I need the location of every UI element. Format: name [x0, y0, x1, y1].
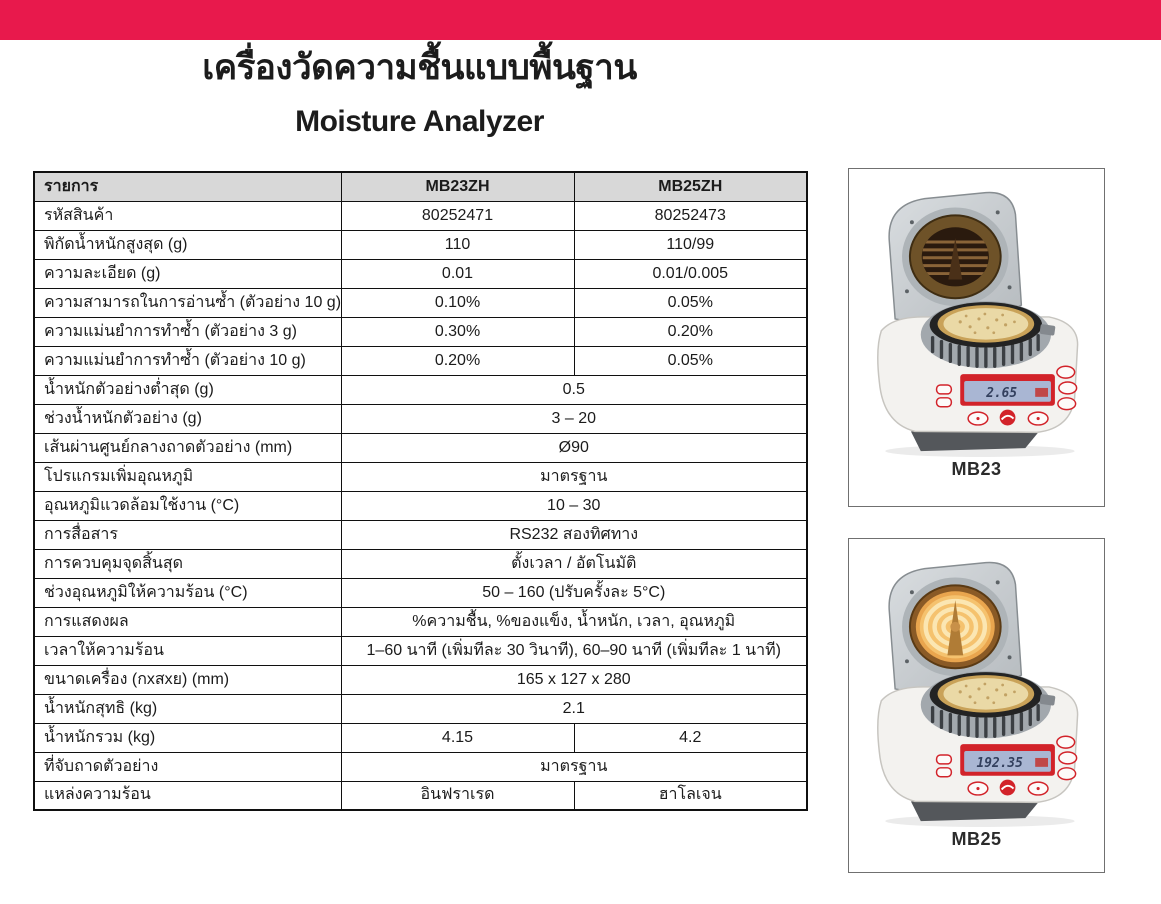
- spec-value-cell-mb23: 110: [341, 230, 574, 259]
- spec-label-cell: การสื่อสาร: [34, 520, 341, 549]
- spec-value-cell-shared: 1–60 นาที (เพิ่มทีละ 30 วินาที), 60–90 นาที (เพิ่มทีละ 1 นาที): [341, 636, 807, 665]
- spec-value-cell-shared: 10 – 30: [341, 491, 807, 520]
- spec-row: [34, 259, 807, 288]
- spec-row: [34, 752, 807, 781]
- spec-label-cell: ความสามารถในการอ่านซ้ำ (ตัวอย่าง 10 g): [34, 288, 341, 317]
- spec-label-cell: การควบคุมจุดสิ้นสุด: [34, 549, 341, 578]
- spec-row: [34, 375, 807, 404]
- spec-label-cell: ขนาดเครื่อง (กxสxย) (mm): [34, 665, 341, 694]
- spec-label-cell: ช่วงอุณหภูมิให้ความร้อน (°C): [34, 578, 341, 607]
- spec-value-cell-mb23: 4.15: [341, 723, 574, 752]
- spec-label-cell: โปรแกรมเพิ่มอุณหภูมิ: [34, 462, 341, 491]
- spec-value-cell-mb25: 80252473: [574, 201, 807, 230]
- spec-label-cell: พิกัดน้ำหนักสูงสุด (g): [34, 230, 341, 259]
- moisture-analyzer-mb25-photo: [848, 539, 1105, 827]
- spec-label-cell: น้ำหนักสุทธิ (kg): [34, 694, 341, 723]
- spec-value-cell-shared: 165 x 127 x 280: [341, 665, 807, 694]
- spec-label-cell: ช่วงน้ำหนักตัวอย่าง (g): [34, 404, 341, 433]
- moisture-analyzer-mb23-photo: [848, 169, 1105, 457]
- pan-handle: [1039, 324, 1055, 336]
- page-title-english: Moisture Analyzer: [295, 105, 544, 139]
- lcd-value: 2.65: [986, 385, 1018, 401]
- spec-value-cell-shared: 50 – 160 (ปรับครั้งละ 5°C): [341, 578, 807, 607]
- spec-value-cell-mb23: 0.30%: [341, 317, 574, 346]
- spec-value-cell-shared: 0.5: [341, 375, 807, 404]
- spec-value-cell-shared: %ความชื้น, %ของแข็ง, น้ำหนัก, เวลา, อุณหภูมิ: [341, 607, 807, 636]
- lcd-display: [960, 374, 1055, 406]
- ohaus-logo-icon: [1000, 410, 1016, 426]
- spec-row: [34, 433, 807, 462]
- header-mb23zh-column: MB23ZH: [341, 172, 574, 201]
- pan-handle: [1039, 694, 1055, 706]
- spec-label-cell: แหล่งความร้อน: [34, 781, 341, 810]
- spec-table-wrap: [33, 171, 808, 811]
- spec-label-cell: น้ำหนักรวม (kg): [34, 723, 341, 752]
- spec-row: [34, 317, 807, 346]
- spec-row: [34, 404, 807, 433]
- spec-row: [34, 723, 807, 752]
- spec-label-cell: เวลาให้ความร้อน: [34, 636, 341, 665]
- spec-row: [34, 665, 807, 694]
- spec-label-cell: อุณหภูมิแวดล้อมใช้งาน (°C): [34, 491, 341, 520]
- spec-value-cell-mb25: 0.20%: [574, 317, 807, 346]
- top-banner: [0, 0, 1161, 40]
- product-label-mb25: MB25: [951, 829, 1002, 849]
- spec-value-cell-shared: Ø90: [341, 433, 807, 462]
- spec-label-cell: การแสดงผล: [34, 607, 341, 636]
- spec-row: [34, 462, 807, 491]
- spec-row: [34, 520, 807, 549]
- spec-value-cell-shared: 2.1: [341, 694, 807, 723]
- product-card-mb25: [848, 538, 1105, 873]
- analyzer-base: [878, 301, 1078, 451]
- spec-value-cell-mb23: 0.10%: [341, 288, 574, 317]
- spec-label-cell: ที่จับถาดตัวอย่าง: [34, 752, 341, 781]
- spec-value-cell-mb23: 0.01: [341, 259, 574, 288]
- spec-row: [34, 636, 807, 665]
- spec-value-cell-mb25: 0.05%: [574, 288, 807, 317]
- infrared-heater-icon: [922, 227, 989, 286]
- spec-table: [33, 171, 808, 811]
- spec-value-cell-shared: ตั้งเวลา / อัตโนมัติ: [341, 549, 807, 578]
- spec-label-cell: รหัสสินค้า: [34, 201, 341, 230]
- title-block: [33, 44, 806, 139]
- spec-header-row: [34, 172, 807, 201]
- lcd-value: 192.35: [976, 755, 1023, 771]
- spec-row: [34, 491, 807, 520]
- spec-row: [34, 781, 807, 810]
- spec-value-cell-mb23: 0.20%: [341, 346, 574, 375]
- spec-value-cell-shared: RS232 สองทิศทาง: [341, 520, 807, 549]
- page-title-thai: เครื่องวัดความชื้นแบบพื้นฐาน: [202, 48, 637, 87]
- analyzer-base: [878, 671, 1078, 821]
- spec-row: [34, 288, 807, 317]
- spec-value-cell-shared: มาตรฐาน: [341, 462, 807, 491]
- spec-value-cell-mb25: 0.05%: [574, 346, 807, 375]
- spec-row: [34, 201, 807, 230]
- spec-value-cell-mb25: 0.01/0.005: [574, 259, 807, 288]
- spec-value-cell-mb25: ฮาโลเจน: [574, 781, 807, 810]
- header-mb25zh-column: MB25ZH: [574, 172, 807, 201]
- spec-value-cell-mb23: อินฟราเรด: [341, 781, 574, 810]
- spec-label-cell: น้ำหนักตัวอย่างต่ำสุด (g): [34, 375, 341, 404]
- spec-value-cell-shared: มาตรฐาน: [341, 752, 807, 781]
- spec-row: [34, 694, 807, 723]
- halogen-heater-icon: [916, 591, 995, 662]
- spec-label-cell: ความแม่นยำการทำซ้ำ (ตัวอย่าง 10 g): [34, 346, 341, 375]
- spec-row: [34, 549, 807, 578]
- spec-label-cell: ความละเอียด (g): [34, 259, 341, 288]
- header-item-column: รายการ: [34, 172, 341, 201]
- spec-value-cell-mb25: 110/99: [574, 230, 807, 259]
- spec-row: [34, 607, 807, 636]
- product-label-mb23: MB23: [951, 459, 1002, 479]
- spec-value-cell-mb25: 4.2: [574, 723, 807, 752]
- ohaus-logo-icon: [1000, 780, 1016, 796]
- spec-row: [34, 346, 807, 375]
- product-card-mb23: [848, 168, 1105, 507]
- spec-row: [34, 230, 807, 259]
- spec-label-cell: ความแม่นยำการทำซ้ำ (ตัวอย่าง 3 g): [34, 317, 341, 346]
- spec-row: [34, 578, 807, 607]
- spec-value-cell-shared: 3 – 20: [341, 404, 807, 433]
- lcd-display: [960, 744, 1055, 776]
- spec-label-cell: เส้นผ่านศูนย์กลางถาดตัวอย่าง (mm): [34, 433, 341, 462]
- spec-value-cell-mb23: 80252471: [341, 201, 574, 230]
